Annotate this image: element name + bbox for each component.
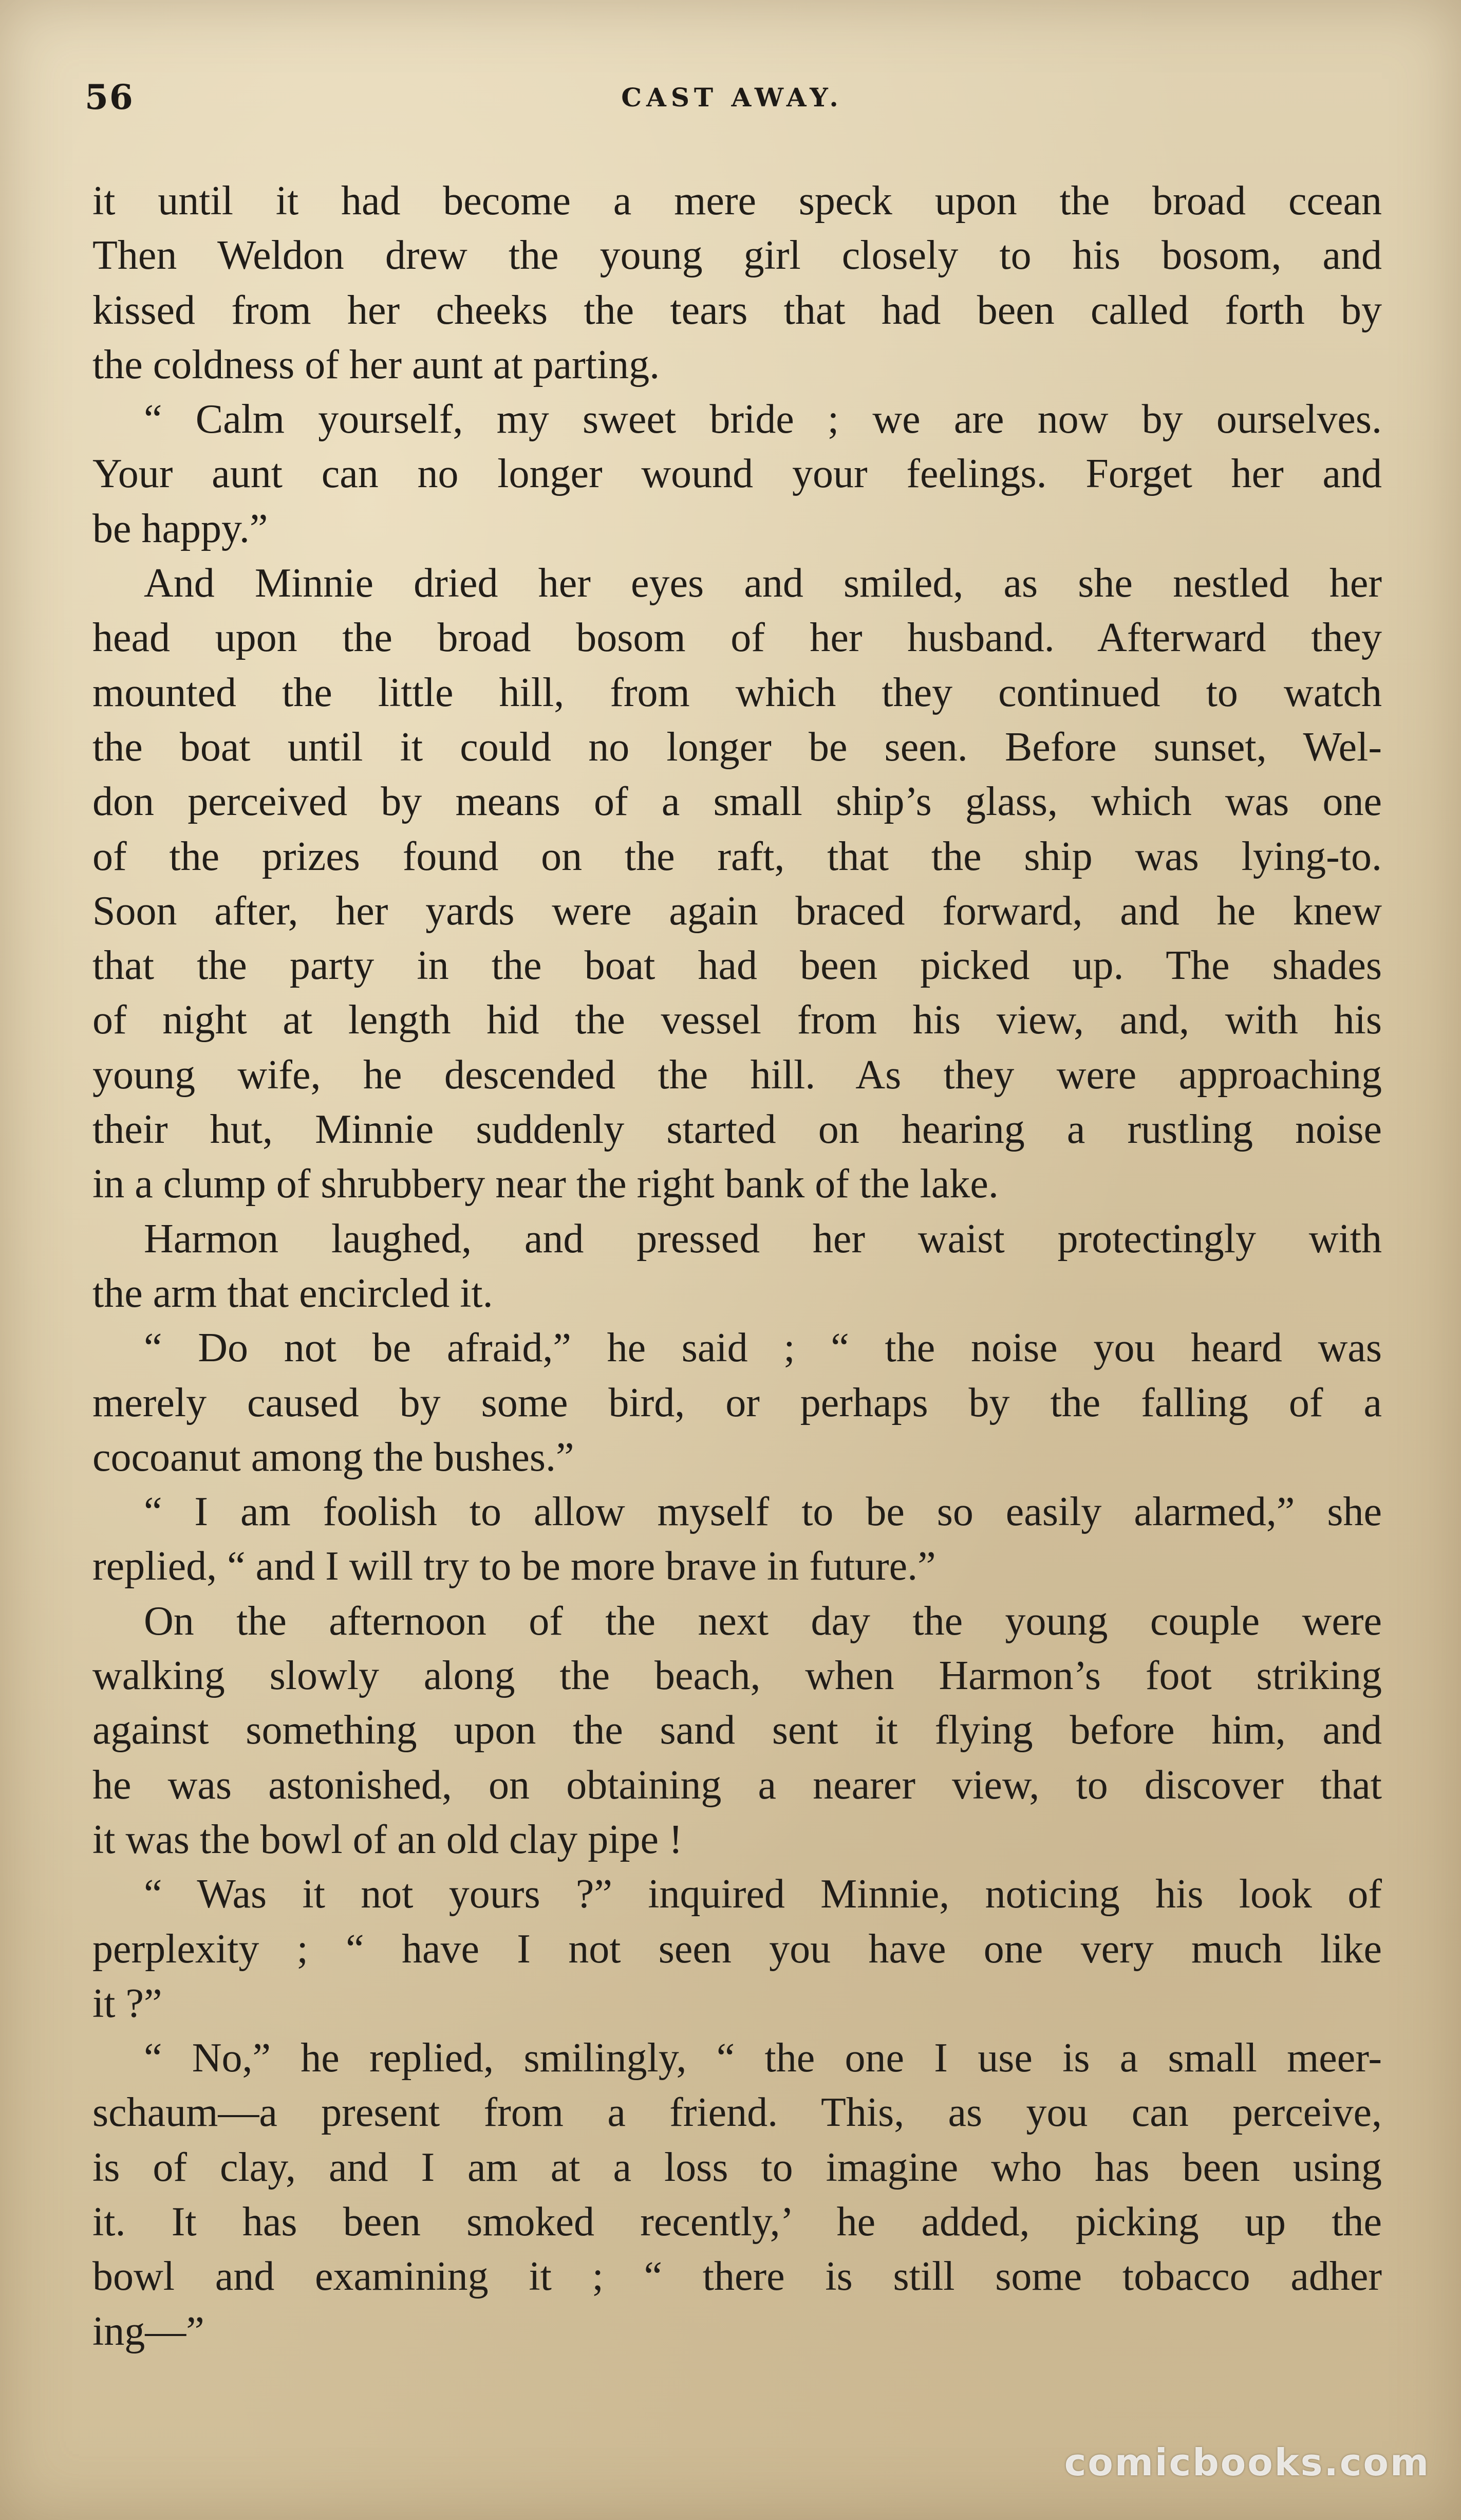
text-line: he was astonished, on obtaining a nearer view, to discover that xyxy=(92,1762,1382,1808)
text-line: the coldness of her aunt at parting. xyxy=(92,342,660,387)
body-text xyxy=(92,174,1382,2359)
text-line: “ Was it not yours ?” inquired Minnie, noticing his look of xyxy=(144,1872,1382,1917)
text-line: be happy.” xyxy=(92,506,268,551)
text-line: “ Calm yourself, my sweet bride ; we are now by ourselves. xyxy=(144,397,1382,442)
page-number: 56 xyxy=(85,77,134,117)
page-header xyxy=(85,77,1379,123)
text-line: it was the bowl of an old clay pipe ! xyxy=(92,1817,683,1862)
text-line: cocoanut among the bushes.” xyxy=(92,1434,574,1480)
text-line: in a clump of shrubbery near the right bank of the lake. xyxy=(92,1161,999,1207)
text-line: it. It has been smoked recently,’ he added, picking up the xyxy=(92,2199,1382,2245)
text-line: perplexity ; “ have I not seen you have one very much like xyxy=(92,1926,1382,1972)
text-line: Soon after, her yards were again braced forward, and he knew xyxy=(92,888,1382,934)
text-line: “ No,” he replied, smilingly, “ the one I use is a small meer- xyxy=(144,2035,1382,2081)
text-line: the boat until it could no longer be seen. Before sunset, Wel- xyxy=(92,724,1382,770)
text-line: it until it had become a mere speck upon the broad ccean xyxy=(92,178,1382,224)
text-line: And Minnie dried her eyes and smiled, as she nestled her xyxy=(144,561,1382,606)
text-line: Then Weldon drew the young girl closely to his bosom, and xyxy=(92,233,1382,279)
text-line: replied, “ and I will try to be more brave in future.” xyxy=(92,1544,936,1589)
text-line: “ Do not be afraid,” he said ; “ the noise you heard was xyxy=(144,1325,1382,1371)
text-line: against something upon the sand sent it flying before him, and xyxy=(92,1708,1382,1753)
text-line: bowl and examining it ; “ there is still some tobacco adher xyxy=(92,2254,1382,2300)
watermark: comicbooks.com xyxy=(1064,2441,1430,2484)
text-line: schaum—a present from a friend. This, as you can perceive, xyxy=(92,2090,1382,2136)
text-line: it ?” xyxy=(92,1980,162,2026)
text-line: the arm that encircled it. xyxy=(92,1270,493,1316)
text-line: don perceived by means of a small ship’s glass, which was one xyxy=(92,779,1382,825)
text-line: merely caused by some bird, or perhaps by the falling of a xyxy=(92,1380,1382,1425)
text-line: head upon the broad bosom of her husband. Afterward they xyxy=(92,615,1382,661)
text-line: Your aunt can no longer wound your feelings. Forget her and xyxy=(92,451,1382,497)
text-line: Harmon laughed, and pressed her waist protectingly with xyxy=(144,1216,1382,1262)
text-line: that the party in the boat had been picked up. The shades xyxy=(92,943,1382,989)
text-line: their hut, Minnie suddenly started on hearing a rustling noise xyxy=(92,1107,1382,1153)
text-line: of night at length hid the vessel from his view, and, with his xyxy=(92,997,1382,1043)
text-line: “ I am foolish to allow myself to be so easily alarmed,” she xyxy=(144,1489,1382,1535)
text-line: young wife, he descended the hill. As they were approaching xyxy=(92,1052,1382,1098)
running-title: CAST AWAY. xyxy=(621,82,843,113)
text-line: kissed from her cheeks the tears that had been called forth by xyxy=(92,287,1382,333)
text-line: is of clay, and I am at a loss to imagine who has been using xyxy=(92,2144,1382,2190)
text-line: of the prizes found on the raft, that the ship was lying-to. xyxy=(92,833,1382,879)
text-line: mounted the little hill, from which they continued to watch xyxy=(92,670,1382,715)
text-line: On the afternoon of the next day the young couple were xyxy=(144,1598,1382,1644)
text-line: ing—” xyxy=(92,2308,204,2354)
text-line: walking slowly along the beach, when Harmon’s foot striking xyxy=(92,1653,1382,1699)
